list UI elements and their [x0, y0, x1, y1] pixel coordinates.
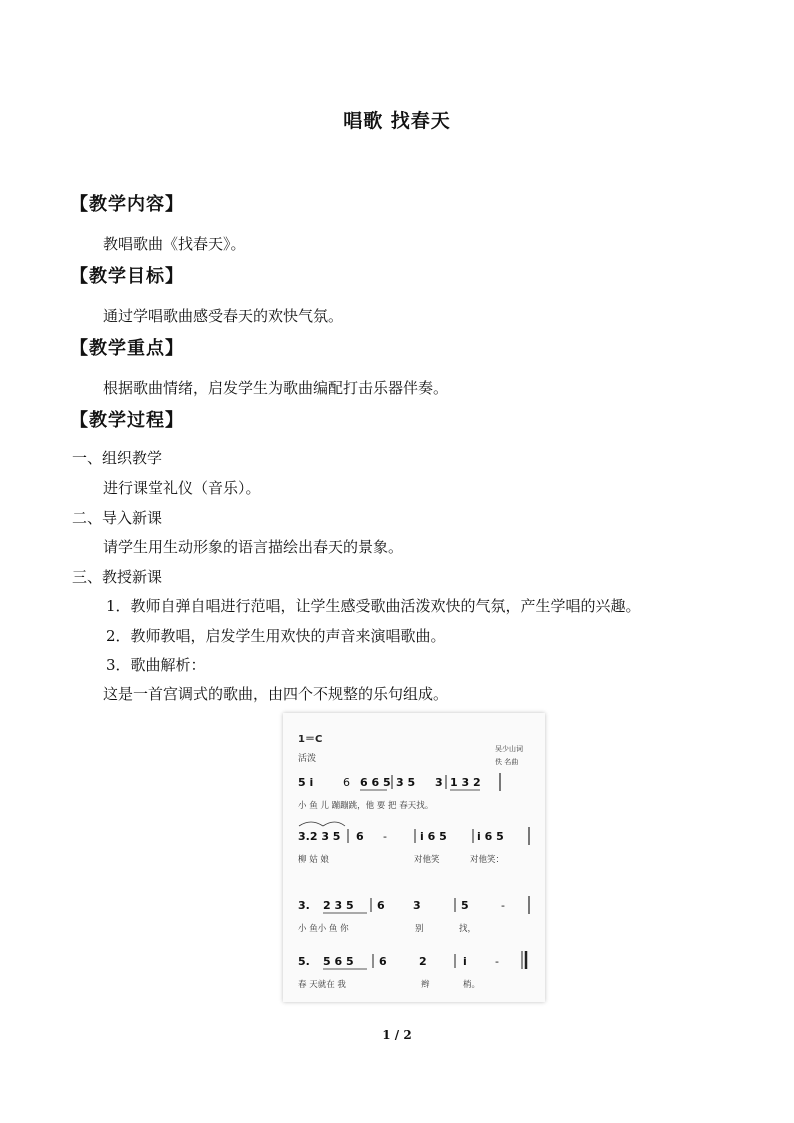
score-key: 1＝C: [298, 734, 323, 745]
score-lyric: 梢。: [463, 980, 481, 990]
score-note: 5.: [298, 955, 310, 968]
score-note: 1 3 2: [450, 776, 481, 789]
step-3-item-1: 1．教师自弹自唱进行范唱，让学生感受歌曲活泼欢快的气氛，产生学唱的兴趣。: [106, 597, 641, 615]
page-number: 1 / 2: [382, 1028, 412, 1042]
score-note: 3.: [298, 899, 310, 912]
score-lyric: 辫: [421, 980, 430, 990]
score-note: 6: [343, 776, 350, 789]
score-composer: 佚 名曲: [495, 758, 519, 766]
content-text: 教唱歌曲《找春天》。: [103, 235, 246, 253]
score-note: i 6 5: [477, 830, 504, 843]
score-note: -: [501, 899, 505, 912]
score-note: 5: [461, 899, 469, 912]
focus-text: 根据歌曲情绪，启发学生为歌曲编配打击乐器伴奏。: [103, 379, 449, 397]
score-lyric: 小 鱼 儿 蹦蹦跳，他 要 把 春天找。: [298, 801, 434, 811]
score-note: -: [383, 830, 387, 843]
score-note: 3.2 3 5: [298, 830, 341, 843]
score-note: 2: [419, 955, 427, 968]
step-1-heading: 一、组织教学: [72, 449, 163, 467]
score-slur: [323, 822, 345, 826]
score-note: -: [495, 955, 499, 968]
score-slur: [299, 822, 323, 826]
score-note: i 6 5: [420, 830, 447, 843]
analysis-text: 这是一首宫调式的歌曲，由四个不规整的乐句组成。: [103, 685, 449, 703]
score-lyric: 别: [415, 924, 424, 934]
score-lyric: 春 天就在 我: [298, 980, 346, 990]
score-lyric: 对他笑: [414, 855, 440, 865]
step-1-text: 进行课堂礼仪（音乐）。: [103, 479, 261, 497]
page-title: 唱歌 找春天: [343, 110, 451, 132]
heading-focus: 【教学重点】: [70, 338, 184, 359]
score-note: 2 3 5: [323, 899, 354, 912]
score-lyricist: 吴少山词: [495, 745, 523, 753]
score-lyric: 对他笑：: [470, 855, 505, 865]
score-note: 6 6 5: [360, 776, 391, 789]
score-lyric: 柳 姑 娘: [298, 855, 329, 865]
goal-text: 通过学唱歌曲感受春天的欢快气氛。: [103, 307, 344, 325]
step-3-heading: 三、教授新课: [72, 568, 163, 586]
heading-process: 【教学过程】: [70, 410, 184, 431]
score-note: 5 i: [298, 776, 314, 789]
score-note: i: [463, 955, 467, 968]
heading-content: 【教学内容】: [70, 194, 184, 215]
heading-goal: 【教学目标】: [70, 266, 184, 287]
step-2-heading: 二、导入新课: [72, 509, 163, 527]
song-score-image: [283, 713, 545, 1002]
score-note: 6: [356, 830, 364, 843]
score-note: 6: [377, 899, 385, 912]
step-2-text: 请学生用生动形象的语言描绘出春天的景象。: [103, 538, 404, 556]
step-3-item-3: 3．歌曲解析：: [106, 656, 206, 674]
score-note: 5 6 5: [323, 955, 354, 968]
score-note: 3: [435, 776, 443, 789]
score-lyric: 小 鱼小 鱼 你: [298, 924, 349, 934]
score-note: 3 5: [396, 776, 416, 789]
score-lyric: 找，: [459, 924, 477, 934]
score-note: 3: [413, 899, 421, 912]
score-note: 6: [379, 955, 387, 968]
score-tempo: 活泼: [298, 754, 317, 764]
step-3-item-2: 2．教师教唱，启发学生用欢快的声音来演唱歌曲。: [106, 627, 446, 645]
